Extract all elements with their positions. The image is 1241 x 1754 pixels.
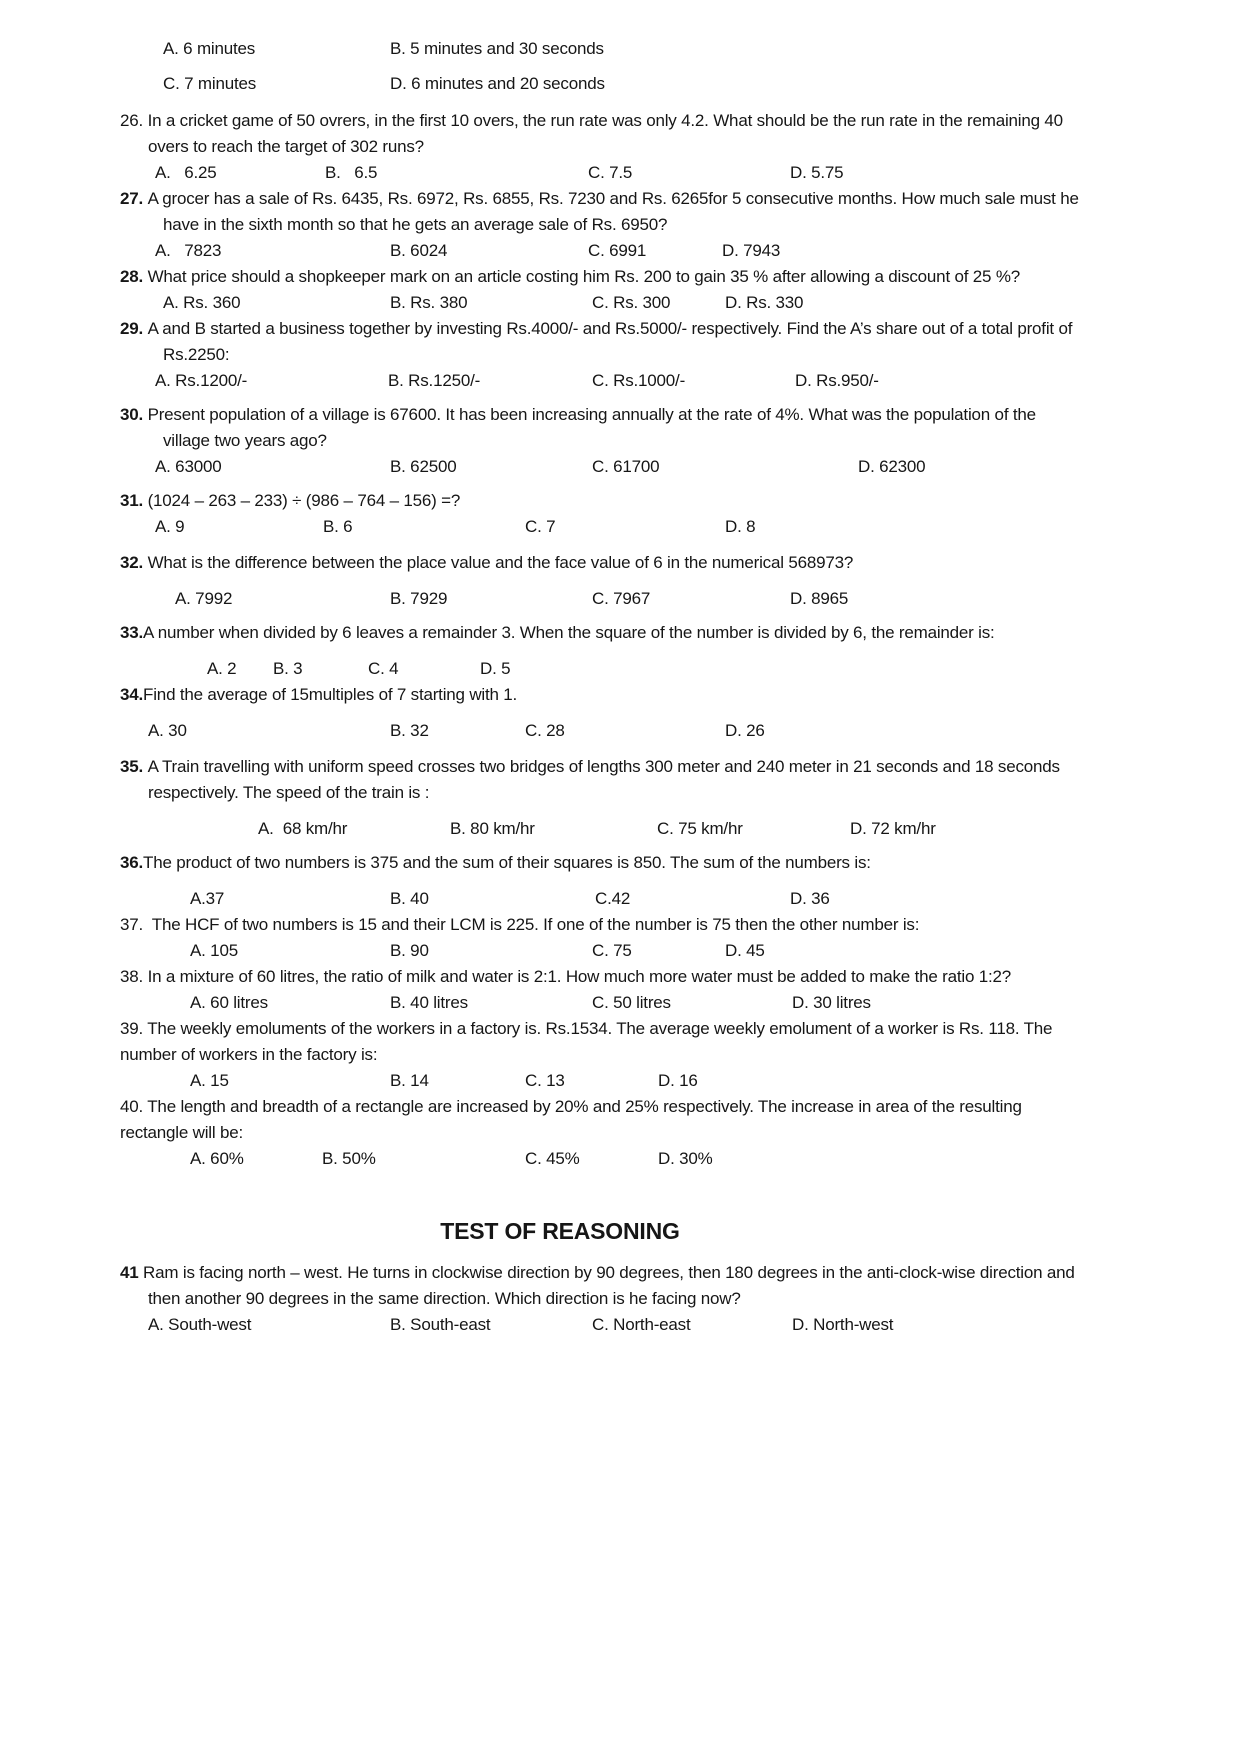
option-d: D. 8	[725, 517, 756, 536]
question-31	[120, 488, 1080, 514]
option-d: D. North-west	[792, 1315, 894, 1334]
option-c: C. 45%	[525, 1149, 580, 1168]
question-27	[120, 186, 1080, 238]
question-number: 29.	[120, 319, 148, 338]
question-30-options	[120, 454, 1080, 480]
option-a: A. 2	[207, 659, 237, 678]
option-b: B. 40 litres	[390, 993, 468, 1012]
question-text: Find the average of 15multiples of 7 starting with 1.	[143, 685, 518, 704]
question-text: (1024 – 263 – 233) ÷ (986 – 764 – 156) =?	[147, 491, 461, 510]
option-d: D. 30%	[658, 1149, 713, 1168]
option-b: B. 80 km/hr	[450, 819, 535, 838]
question-37	[120, 912, 1080, 938]
option-b: B. 5 minutes and 30 seconds	[390, 39, 604, 58]
question-29	[120, 316, 1080, 368]
question-text: A and B started a business together by investing Rs.4000/- and Rs.5000/- respectively. Find the A’s share out of a total profit of Rs.2250:	[147, 319, 1073, 364]
question-30	[120, 402, 1080, 454]
question-28-options	[120, 290, 1080, 316]
question-text: Present population of a village is 67600. It has been increasing annually at the rate of 4%. What was the population of the village two years ago?	[147, 405, 1036, 450]
question-number: 38.	[120, 967, 148, 986]
option-b: B. 3	[273, 659, 303, 678]
option-b: B. 62500	[390, 457, 457, 476]
option-a: A. 7823	[155, 241, 222, 260]
question-text: The weekly emoluments of the workers in a factory is. Rs.1534. The average weekly emolument of a worker is Rs. 118. The number of workers in the factory is:	[120, 1019, 1053, 1064]
question-number: 37.	[120, 915, 152, 934]
option-a: A. 68 km/hr	[258, 819, 348, 838]
question-33	[120, 620, 1080, 646]
question-36	[120, 850, 1080, 876]
question-34	[120, 682, 1080, 708]
carryover-options-row-2	[120, 71, 1080, 97]
question-38	[120, 964, 1080, 990]
option-d: D. 26	[725, 721, 765, 740]
option-b: B. 14	[390, 1071, 429, 1090]
question-26-options	[120, 160, 1080, 186]
option-b: B. 32	[390, 721, 429, 740]
option-c: C. 7.5	[588, 163, 633, 182]
option-b: B. 40	[390, 889, 429, 908]
question-text: What price should a shopkeeper mark on an article costing him Rs. 200 to gain 35 % after allowing a discount of 25 %?	[147, 267, 1020, 286]
question-text: In a mixture of 60 litres, the ratio of milk and water is 2:1. How much more water must be added to make the ratio 1:2?	[147, 967, 1012, 986]
question-number: 28.	[120, 267, 148, 286]
option-d: D. 8965	[790, 589, 849, 608]
option-d: D. Rs.950/-	[795, 371, 879, 390]
question-number: 26.	[120, 111, 148, 130]
option-a: A. 6 minutes	[163, 39, 256, 58]
option-a: A. Rs. 360	[163, 293, 241, 312]
option-a: A. 15	[190, 1071, 229, 1090]
option-b: B. 7929	[390, 589, 448, 608]
question-number: 39.	[120, 1019, 148, 1038]
option-b: B. 6024	[390, 241, 448, 260]
option-a: A. South-west	[148, 1315, 252, 1334]
option-c: C. 7 minutes	[163, 74, 257, 93]
question-32-options	[120, 586, 1080, 612]
question-text: The length and breadth of a rectangle are increased by 20% and 25% respectively. The increase in area of the resulting rectangle will be:	[120, 1097, 1022, 1142]
option-a: A. 105	[190, 941, 238, 960]
option-b: B. 50%	[322, 1149, 376, 1168]
question-41-options	[120, 1312, 1080, 1338]
option-a: A. 9	[155, 517, 185, 536]
option-a: A. 63000	[155, 457, 222, 476]
question-text: A grocer has a sale of Rs. 6435, Rs. 6972, Rs. 6855, Rs. 7230 and Rs. 6265for 5 consecutive months. How much sale must he have in the sixth month so that he gets an average sale of Rs. 6950?	[147, 189, 1079, 234]
question-text: What is the difference between the place value and the face value of 6 in the numerical 568973?	[147, 553, 854, 572]
question-number: 41	[120, 1263, 144, 1282]
question-40-options	[120, 1146, 1080, 1172]
question-34-options	[120, 718, 1080, 744]
section-title: TEST OF REASONING	[440, 1218, 680, 1244]
option-c: C. 4	[368, 659, 399, 678]
option-a: A. 30	[148, 721, 187, 740]
option-d: D. 36	[790, 889, 830, 908]
option-c: C. 13	[525, 1071, 565, 1090]
question-text: In a cricket game of 50 ovrers, in the first 10 overs, the run rate was only 4.2. What should be the run rate in the remaining 40 overs to reach the target of 302 runs?	[147, 111, 1063, 156]
carryover-options-row-1	[120, 36, 1080, 62]
option-a: A. Rs.1200/-	[155, 371, 248, 390]
question-32	[120, 550, 1080, 576]
option-c: C. 50 litres	[592, 993, 671, 1012]
question-number: 30.	[120, 405, 148, 424]
question-39	[120, 1016, 1080, 1068]
question-38-options	[120, 990, 1080, 1016]
option-a: A. 6.25	[155, 163, 217, 182]
option-d: D. Rs. 330	[725, 293, 804, 312]
option-a: A.37	[190, 889, 225, 908]
question-text: A Train travelling with uniform speed crosses two bridges of lengths 300 meter and 240 meter in 21 seconds and 18 seconds respectively. The speed of the train is :	[147, 757, 1060, 802]
question-31-options	[120, 514, 1080, 540]
option-d: D. 6 minutes and 20 seconds	[390, 74, 605, 93]
question-40	[120, 1094, 1080, 1146]
option-d: D. 7943	[722, 241, 781, 260]
question-number: 31.	[120, 491, 148, 510]
question-29-options	[120, 368, 1080, 394]
question-36-options	[120, 886, 1080, 912]
question-39-options	[120, 1068, 1080, 1094]
question-number: 36.	[120, 853, 144, 872]
question-27-options	[120, 238, 1080, 264]
question-33-options	[120, 656, 1080, 682]
question-37-options	[120, 938, 1080, 964]
option-c: C. 28	[525, 721, 565, 740]
question-text: A number when divided by 6 leaves a remainder 3. When the square of the number is divided by 6, the remainder is:	[143, 623, 995, 642]
option-b: B. Rs.1250/-	[388, 371, 481, 390]
question-number: 32.	[120, 553, 148, 572]
question-number: 40.	[120, 1097, 148, 1116]
option-c: C. 61700	[592, 457, 660, 476]
question-text: The HCF of two numbers is 15 and their LCM is 225. If one of the number is 75 then the other number is:	[151, 915, 920, 934]
question-41	[120, 1260, 1080, 1312]
option-a: A. 60 litres	[190, 993, 268, 1012]
option-b: B. 90	[390, 941, 429, 960]
option-d: D. 30 litres	[792, 993, 871, 1012]
option-b: B. South-east	[390, 1315, 491, 1334]
option-a: A. 7992	[175, 589, 233, 608]
option-c: C. 7967	[592, 589, 651, 608]
question-35-options	[120, 816, 1080, 842]
question-35	[120, 754, 1080, 806]
option-c: C. 6991	[588, 241, 647, 260]
option-c: C. Rs.1000/-	[592, 371, 686, 390]
question-26	[120, 108, 1080, 160]
option-b: B. 6.5	[325, 163, 378, 182]
option-c: C. 75	[592, 941, 632, 960]
option-b: B. Rs. 380	[390, 293, 468, 312]
option-c: C.42	[595, 889, 631, 908]
option-a: A. 60%	[190, 1149, 244, 1168]
option-d: D. 16	[658, 1071, 698, 1090]
option-b: B. 6	[323, 517, 353, 536]
option-d: D. 62300	[858, 457, 926, 476]
question-number: 33.	[120, 623, 144, 642]
question-number: 35.	[120, 757, 148, 776]
question-number: 34.	[120, 685, 144, 704]
question-text: Ram is facing north – west. He turns in clockwise direction by 90 degrees, then 180 degrees in the anti-clock-wise direction and then another 90 degrees in the same direction. Which direction is he facing now?	[143, 1263, 1075, 1308]
option-c: C. 7	[525, 517, 556, 536]
option-d: D. 72 km/hr	[850, 819, 936, 838]
option-d: D. 5.75	[790, 163, 844, 182]
question-28	[120, 264, 1080, 290]
option-d: D. 45	[725, 941, 765, 960]
question-text: The product of two numbers is 375 and the sum of their squares is 850. The sum of the numbers is:	[143, 853, 871, 872]
question-number: 27.	[120, 189, 148, 208]
option-c: C. Rs. 300	[592, 293, 671, 312]
option-c: C. North-east	[592, 1315, 691, 1334]
option-d: D. 5	[480, 659, 511, 678]
option-c: C. 75 km/hr	[657, 819, 743, 838]
